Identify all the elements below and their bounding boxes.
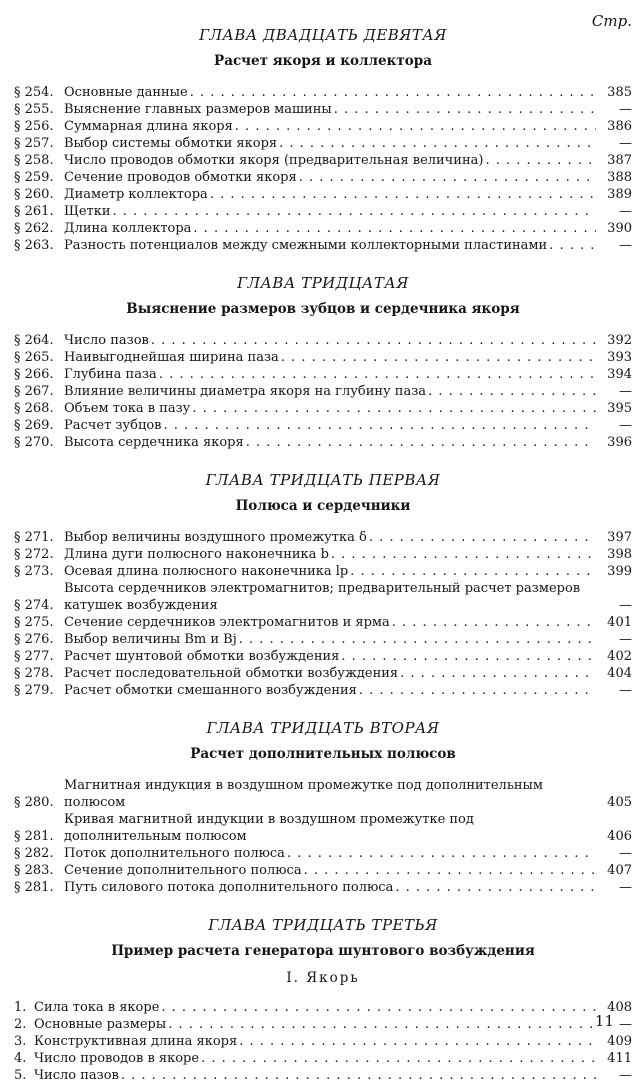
entry-page: — [619,238,632,253]
section-number: 2. [14,1017,27,1032]
section-number: § 254. [14,85,54,100]
entry-page: 402 [607,649,632,664]
dot-leader [287,845,596,862]
entry-title: Высота сердечников электромагнитов; предварительный расчет размеров катушек возбуждения [64,581,581,613]
entry-page: — [619,418,632,433]
section-number: § 259. [14,170,54,185]
entry-title: Число проводов обмотки якоря (предварительная величина) [64,153,484,168]
entry-title: Щетки [64,204,111,219]
dot-leader [400,665,596,682]
entry-page: — [619,880,632,895]
chapter-heading: ГЛАВА ТРИДЦАТЬ ВТОРАЯ [206,719,440,737]
section-number: § 258. [14,153,54,168]
entry-body [34,1016,596,1033]
toc-entry [14,220,632,237]
entry-page: — [619,598,632,613]
chapter-section [14,26,632,254]
dot-leader [304,862,596,879]
section-number: 1. [14,1000,27,1015]
section-number: § 260. [14,187,54,202]
entry-body [64,665,596,682]
entry-body [64,332,596,349]
entry-page: 406 [607,829,632,844]
dot-leader [159,366,596,383]
toc-entry [14,777,632,811]
entry-page: 385 [607,85,632,100]
section-number: § 269. [14,418,54,433]
entry-title: Разность потенциалов между смежными коллекторными пластинами [64,238,548,253]
toc-entry [14,400,632,417]
toc-entry [14,546,632,563]
entry-title: Основные данные [64,85,188,100]
section-number: § 256. [14,119,54,134]
entry-title: Сечение сердечников электромагнитов и ярма [64,615,390,630]
toc-entry [14,529,632,546]
entry-title: Выбор системы обмотки якоря [64,136,278,151]
entry-title: Магнитная индукция в воздушном промежутке под дополнительным полюсом [64,778,544,810]
toc-entry [14,1067,632,1084]
toc-entry [14,186,632,203]
chapter-title: Выяснение размеров зубцов и сердечника якоря [126,301,520,317]
entry-title: Кривая магнитной индукции в воздушном промежутке под дополнительным полюсом [64,812,474,844]
toc-entry [14,135,632,152]
toc-entry [14,237,632,254]
page-column-label: Стр. [591,12,632,30]
section-number: § 263. [14,238,54,253]
dot-leader [334,101,596,118]
entry-page: 395 [607,401,632,416]
entry-page: — [619,632,632,647]
dot-leader [395,879,596,896]
dot-leader [163,417,596,434]
entry-title: Выбор величины воздушного промежутка δ [64,530,367,545]
section-number: § 281. [14,829,54,844]
entry-title: Основные размеры [34,1017,167,1032]
entry-page: — [619,1017,632,1032]
section-number: 5. [14,1068,27,1083]
toc-entry [14,631,632,648]
entry-title: Выяснение главных размеров машины [64,102,332,117]
dot-leader [331,546,596,563]
dot-leader [161,999,596,1016]
entry-page: — [619,1068,632,1083]
dot-leader [235,118,596,135]
dot-leader [239,631,596,648]
section-number: § 279. [14,683,54,698]
entry-body [64,417,596,434]
toc-entry [14,434,632,451]
entry-body [34,999,596,1016]
toc-entry [14,563,632,580]
entry-body [64,203,596,220]
chapter-title: Расчет якоря и коллектора [214,53,432,69]
section-number: § 277. [14,649,54,664]
chapter-title: Расчет дополнительных полюсов [190,746,456,762]
entry-body [64,152,596,169]
entry-body [64,879,596,896]
dot-leader [428,383,596,400]
entry-page: — [619,384,632,399]
toc-entry [14,845,632,862]
section-number: § 262. [14,221,54,236]
toc-entry [14,349,632,366]
entry-page: 394 [607,367,632,382]
toc-entry [14,84,632,101]
entry-page: — [619,136,632,151]
entry-page: 407 [607,863,632,878]
entry-body [64,614,596,631]
section-number: § 275. [14,615,54,630]
chapter-title: Пример расчета генератора шунтового возбуждения [111,943,535,959]
toc-entry [14,1033,632,1050]
dot-leader [392,614,596,631]
entry-body [64,84,596,101]
section-number: § 266. [14,367,54,382]
dot-leader [121,1067,596,1084]
table-of-contents [14,26,632,1084]
entry-body [64,186,596,203]
entry-title: Глубина паза [64,367,157,382]
entry-page: — [619,683,632,698]
dot-leader [359,682,596,699]
entry-title: Высота сердечника якоря [64,435,244,450]
dot-leader [192,400,596,417]
toc-entry [14,682,632,699]
entry-body [64,434,596,451]
toc-entry [14,152,632,169]
entry-body [64,101,596,118]
entry-body [64,563,596,580]
dot-leader [151,332,596,349]
toc-entry [14,1050,632,1067]
section-number: 3. [14,1034,27,1049]
entry-body [64,862,596,879]
dot-leader [279,135,596,152]
entry-title: Суммарная длина якоря [64,119,233,134]
dot-leader [210,186,596,203]
entry-page: 408 [607,1000,632,1015]
entry-title: Осевая длина полюсного наконечника lp [64,564,349,579]
chapter-section [14,274,632,451]
toc-entry [14,101,632,118]
chapter-subtitle: I. Якорь [286,970,360,986]
section-number: § 282. [14,846,54,861]
entry-title: Сила тока в якоре [34,1000,160,1015]
entry-page: 392 [607,333,632,348]
section-number: § 257. [14,136,54,151]
entry-title: Влияние величины диаметра якоря на глубину паза [64,384,427,399]
toc-entry [14,614,632,631]
section-number: § 283. [14,863,54,878]
entry-body [64,546,596,563]
section-number: § 270. [14,435,54,450]
entry-page: 389 [607,187,632,202]
dot-leader [350,563,596,580]
dot-leader [201,1050,596,1067]
entry-page: 396 [607,435,632,450]
entry-body [64,682,596,699]
section-number: § 280. [14,795,54,810]
chapter-heading: ГЛАВА ДВАДЦАТЬ ДЕВЯТАЯ [199,26,447,44]
entry-title: Поток дополнительного полюса [64,846,285,861]
section-number: § 272. [14,547,54,562]
entry-body [64,580,596,614]
entry-title: Число пазов [64,333,149,348]
section-number: § 261. [14,204,54,219]
entry-body [64,845,596,862]
entry-body [64,135,596,152]
chapter-section [14,471,632,699]
entry-page: 399 [607,564,632,579]
chapter-heading: ГЛАВА ТРИДЦАТЬ ПЕРВАЯ [205,471,441,489]
entry-body [64,237,596,254]
toc-entry [14,580,632,614]
entry-title: Расчет шунтовой обмотки возбуждения [64,649,340,664]
dot-leader [168,1016,596,1033]
section-number: § 278. [14,666,54,681]
entry-page: 405 [607,795,632,810]
toc-entry [14,879,632,896]
toc-entry [14,999,632,1016]
entry-body [64,529,596,546]
entry-body [64,648,596,665]
dot-leader [190,84,596,101]
dot-leader [281,349,596,366]
entry-body [64,220,596,237]
dot-leader [341,648,596,665]
dot-leader [485,152,596,169]
section-number: § 268. [14,401,54,416]
dot-leader [239,1033,596,1050]
entry-title: Расчет зубцов [64,418,162,433]
toc-entry [14,417,632,434]
entry-title: Длина дуги полюсного наконечника b [64,547,329,562]
dot-leader [549,237,596,254]
chapter-heading: ГЛАВА ТРИДЦАТАЯ [237,274,409,292]
entry-page: — [619,846,632,861]
section-number: § 265. [14,350,54,365]
entry-title: Сечение дополнительного полюса [64,863,302,878]
entry-title: Диаметр коллектора [64,187,208,202]
entry-page: — [619,102,632,117]
dot-leader [369,529,596,546]
entry-body [64,400,596,417]
section-number: § 274. [14,598,54,613]
entry-title: Путь силового потока дополнительного полюса [64,880,394,895]
toc-entry [14,665,632,682]
toc-entry [14,366,632,383]
section-number: § 281. [14,880,54,895]
entry-title: Число проводов в якоре [34,1051,200,1066]
entry-title: Конструктивная длина якоря [34,1034,238,1049]
toc-entry [14,383,632,400]
entry-title: Сечение проводов обмотки якоря [64,170,297,185]
toc-entry [14,1016,632,1033]
entry-body [64,383,596,400]
entry-body [34,1050,596,1067]
section-number: § 273. [14,564,54,579]
chapter-heading: ГЛАВА ТРИДЦАТЬ ТРЕТЬЯ [208,916,438,934]
dot-leader [299,169,596,186]
entry-body [64,169,596,186]
section-number: § 276. [14,632,54,647]
toc-entry [14,169,632,186]
toc-entry [14,203,632,220]
page-number: 11 [594,1012,614,1030]
entry-title: Объем тока в пазу [64,401,191,416]
chapter-section [14,719,632,896]
section-number: § 267. [14,384,54,399]
entry-body [64,777,596,811]
entry-page: 388 [607,170,632,185]
entry-page: 398 [607,547,632,562]
section-number: § 264. [14,333,54,348]
entry-page: 397 [607,530,632,545]
toc-entry [14,862,632,879]
entry-page: 409 [607,1034,632,1049]
section-number: § 255. [14,102,54,117]
entry-title: Длина коллектора [64,221,192,236]
section-number: § 271. [14,530,54,545]
entry-page: 393 [607,350,632,365]
entry-title: Расчет обмотки смешанного возбуждения [64,683,357,698]
dot-leader [113,203,596,220]
chapter-section [14,916,632,1084]
entry-page: — [619,204,632,219]
entry-body [64,811,596,845]
entry-page: 411 [607,1051,632,1066]
entry-body [64,366,596,383]
entry-body [64,118,596,135]
toc-entry [14,118,632,135]
entry-title: Число пазов [34,1068,119,1083]
entry-page: 401 [607,615,632,630]
entry-page: 390 [607,221,632,236]
entry-title: Выбор величины Bm и Bj [64,632,237,647]
entry-body [64,631,596,648]
entry-page: 387 [607,153,632,168]
entry-title: Наивыгоднейшая ширина паза [64,350,279,365]
entry-page: 386 [607,119,632,134]
entry-body [64,349,596,366]
entry-body [34,1033,596,1050]
entry-title: Расчет последовательной обмотки возбуждения [64,666,399,681]
dot-leader [246,434,596,451]
chapter-title: Полюса и сердечники [235,498,411,514]
toc-entry [14,332,632,349]
entry-body [34,1067,596,1084]
section-number: 4. [14,1051,27,1066]
dot-leader [193,220,596,237]
toc-entry [14,811,632,845]
toc-entry [14,648,632,665]
entry-page: 404 [607,666,632,681]
